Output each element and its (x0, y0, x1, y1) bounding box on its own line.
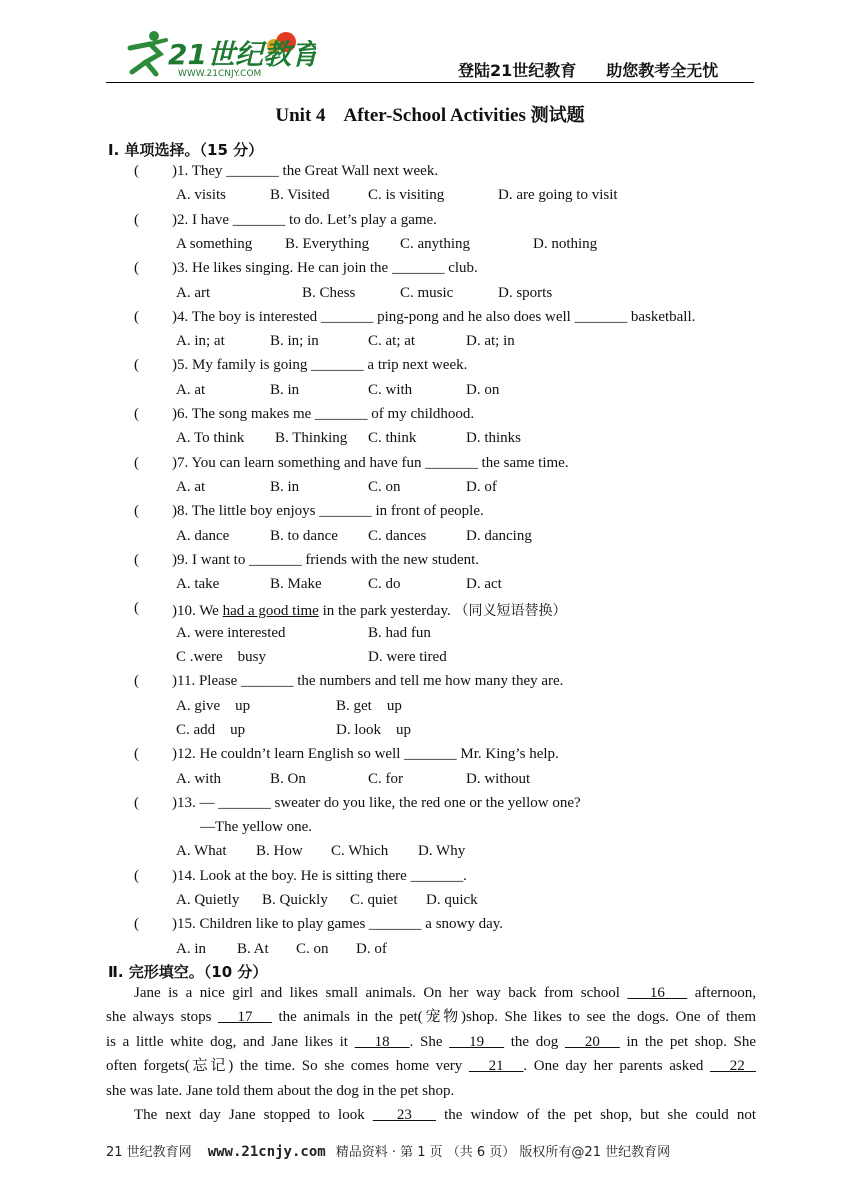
question-15-option-a[interactable]: A. in (176, 940, 206, 957)
paragraph-line: often forgets(忘记) the time. So she comes home very 21 . One day her parents asked 22 (106, 1058, 757, 1075)
slogan-left: 登陆21世纪教育 (458, 61, 577, 80)
question-11-option-c[interactable]: C. add up (176, 721, 246, 738)
question-9-option-d[interactable]: D. act (466, 576, 502, 593)
question-9-option-a[interactable]: A. take (176, 576, 220, 593)
question-13-option-d[interactable]: D. Why (418, 843, 466, 860)
question-text-pre: )10. We (172, 603, 223, 620)
question-3-option-d[interactable]: D. sports (498, 284, 553, 301)
page-footer (106, 1141, 670, 1160)
paragraph-line: Jane is a nice girl and likes small animals. On her way back from school 16 afternoon, (134, 985, 756, 1001)
question-8-answer-blank[interactable]: ( (134, 503, 139, 520)
cloze-blank-20[interactable]: 20 (564, 1033, 620, 1050)
question-1-option-b[interactable]: B. Visited (270, 187, 330, 204)
question-2-option-b[interactable]: B. Everything (285, 235, 370, 252)
question-5-option-d[interactable]: D. on (466, 381, 500, 398)
question-5-option-c[interactable]: C. with (368, 381, 413, 398)
question-12-answer-blank[interactable]: ( (134, 746, 139, 763)
question-7-option-d[interactable]: D. of (466, 478, 497, 495)
question-5-option-a[interactable]: A. at (176, 381, 206, 398)
question-12-option-c[interactable]: C. for (368, 770, 403, 787)
question-2-text: )2. I have _______ to do. Let’s play a game. (172, 211, 437, 228)
section1-heading: Ⅰ. 单项选择。（15 分） (108, 141, 264, 159)
question-13-option-b[interactable]: B. How (256, 843, 303, 860)
page-title (0, 101, 860, 127)
question-4-answer-blank[interactable]: ( (134, 308, 139, 325)
logo-url: WWW.21CNJY.COM (178, 69, 262, 79)
question-15-answer-blank[interactable]: ( (134, 916, 139, 933)
question-8-option-d[interactable]: D. dancing (466, 527, 532, 544)
footer-url[interactable]: www.21cnjy.com (207, 1144, 326, 1160)
paragraph-line: is a little white dog, and Jane likes it 18 . She 19 the dog 20 in the pet shop. She (106, 1033, 757, 1050)
question-9-option-c[interactable]: C. do (368, 576, 401, 593)
question-5-answer-blank[interactable]: ( (134, 357, 139, 374)
underlined-phrase: had a good time (222, 603, 319, 620)
question-2-option-c[interactable]: C. anything (400, 235, 470, 252)
question-4-option-d[interactable]: D. at; in (466, 333, 515, 350)
question-3-answer-blank[interactable]: ( (134, 260, 139, 277)
question-3-option-a[interactable]: A. art (176, 284, 211, 301)
question-15-text: )15. Children like to play games _______ a snowy day. (172, 916, 504, 933)
question-9-text: )9. I want to _______ friends with the new student. (172, 551, 480, 568)
question-13-text: )13. — _______ sweater do you like, the red one or the yellow one? (172, 794, 581, 811)
question-12-text: )12. He couldn’t learn English so well _______ Mr. King’s help. (172, 746, 559, 763)
question-7-option-c[interactable]: C. on (368, 478, 401, 495)
question-11-text: )11. Please _______ the numbers and tell me how many they are. (172, 673, 564, 690)
question-7-option-a[interactable]: A. at (176, 478, 206, 495)
cloze-blank-23[interactable]: 23 (372, 1107, 437, 1123)
question-15-option-d[interactable]: D. of (356, 940, 387, 957)
question-6-option-c[interactable]: C. think (368, 430, 417, 447)
paragraph-line: she always stops 17 the animals in the pet(宠物)shop. She likes to see the dogs. One of them (106, 1009, 757, 1026)
question-7-answer-blank[interactable]: ( (134, 454, 139, 471)
question-text-post: in the park yesterday. (318, 603, 455, 620)
question-1-option-d[interactable]: D. are going to visit (498, 187, 618, 204)
question-9-answer-blank[interactable]: ( (134, 551, 139, 568)
question-12-option-b[interactable]: B. On (270, 770, 306, 787)
site-logo (116, 28, 316, 80)
question-6-answer-blank[interactable]: ( (134, 406, 139, 422)
question-1-text: )1. They _______ the Great Wall next week. (172, 163, 439, 179)
question-14-option-a[interactable]: A. Quietly (176, 892, 240, 908)
question-7-text: )7. You can learn something and have fun _______ the same time. (172, 454, 569, 471)
runner-icon (130, 31, 166, 74)
question-11-option-b[interactable]: B. get up (336, 697, 402, 714)
question-15-option-b[interactable]: B. At (237, 940, 269, 957)
title-en: Unit 4 After-School Activities (275, 105, 531, 126)
question-11-answer-blank[interactable]: ( (134, 673, 139, 690)
cloze-blank-18[interactable]: 18 (354, 1033, 410, 1050)
question-14-option-c[interactable]: C. quiet (350, 892, 398, 908)
question-6-option-b[interactable]: B. Thinking (275, 430, 348, 447)
question-10-option-d[interactable]: D. were tired (368, 649, 447, 665)
question-4-option-b[interactable]: B. in; in (270, 333, 319, 350)
question-10-option-a[interactable]: A. were interested (176, 624, 286, 641)
question-8-text: )8. The little boy enjoys _______ in front of people. (172, 503, 484, 520)
header-slogan (458, 58, 718, 81)
question-6-option-d[interactable]: D. thinks (466, 430, 522, 447)
question-13-reply: —The yellow one. (200, 819, 313, 836)
question-10-option-c[interactable]: C .were busy (176, 649, 266, 665)
question-6-text: )6. The song makes me _______ of my childhood. (172, 406, 475, 422)
question-14-option-b[interactable]: B. Quickly (262, 892, 328, 908)
cloze-blank-16[interactable]: 16 (627, 985, 688, 1001)
logo-text: 21世纪教育 (168, 38, 316, 71)
question-12-option-a[interactable]: A. with (176, 770, 221, 787)
question-2-option-d[interactable]: D. nothing (533, 235, 598, 252)
question-10-text (172, 600, 566, 620)
question-5-option-b[interactable]: B. in (270, 381, 300, 398)
question-1-option-c[interactable]: C. is visiting (368, 187, 445, 204)
slogan-right: 助您教考全无忧 (606, 61, 719, 80)
question-7-option-b[interactable]: B. in (270, 478, 300, 495)
question-4-text: )4. The boy is interested _______ ping-pong and he also does well _______ basketball. (172, 308, 696, 325)
paragraph-line: she was late. Jane told them about the dog in the pet shop. (106, 1082, 455, 1099)
question-10-option-b[interactable]: B. had fun (368, 624, 431, 641)
question-14-text: )14. Look at the boy. He is sitting there _______. (172, 867, 467, 884)
cloze-blank-21[interactable]: 21 (468, 1058, 524, 1075)
question-8-option-b[interactable]: B. to dance (270, 527, 338, 544)
cloze-blank-22[interactable]: 22 (709, 1058, 757, 1075)
question-14-option-d[interactable]: D. quick (426, 892, 478, 908)
section2-heading: Ⅱ. 完形填空。（10 分） (108, 963, 268, 981)
question-9-option-b[interactable]: B. Make (270, 576, 322, 593)
question-2-option-a[interactable]: A something (176, 235, 253, 252)
question-14-answer-blank[interactable]: ( (134, 867, 139, 884)
question-10-answer-blank[interactable]: ( (134, 600, 139, 617)
question-12-option-d[interactable]: D. without (466, 770, 531, 787)
question-4-option-a[interactable]: A. in; at (176, 333, 225, 350)
footer-page-info: 精品资料 · 第 1 页 （共 6 页） 版权所有@21 世纪教育网 (335, 1145, 671, 1160)
footer-site-cn: 21 世纪教育网 (106, 1145, 192, 1160)
question-5-text: )5. My family is going _______ a trip next week. (172, 357, 468, 374)
question-instruction-cn: （同义短语替换） (454, 603, 567, 620)
question-3-option-c[interactable]: C. music (400, 284, 454, 301)
question-4-option-c[interactable]: C. at; at (368, 333, 416, 350)
question-8-option-a[interactable]: A. dance (176, 527, 230, 544)
question-3-text: )3. He likes singing. He can join the _______ club. (172, 260, 478, 277)
question-6-option-a[interactable]: A. To think (176, 430, 245, 447)
paragraph-line: The next day Jane stopped to look 23 the window of the pet shop, but she could not (134, 1107, 757, 1123)
cloze-paragraph-2 (106, 1103, 756, 1127)
cloze-paragraph-1 (106, 981, 756, 1103)
question-13-option-a[interactable]: A. What (176, 843, 227, 860)
cloze-blank-19[interactable]: 19 (449, 1033, 505, 1050)
question-1-answer-blank[interactable]: ( (134, 163, 139, 179)
question-1-option-a[interactable]: A. visits (176, 187, 227, 204)
header-divider (106, 82, 754, 83)
question-13-option-c[interactable]: C. Which (331, 843, 389, 860)
question-2-answer-blank[interactable]: ( (134, 211, 139, 228)
question-11-option-d[interactable]: D. look up (336, 721, 411, 738)
cloze-blank-17[interactable]: 17 (217, 1009, 272, 1026)
question-15-option-c[interactable]: C. on (296, 940, 329, 957)
question-3-option-b[interactable]: B. Chess (302, 284, 356, 301)
question-13-answer-blank[interactable]: ( (134, 794, 139, 811)
title-cn: 测试题 (530, 105, 585, 126)
question-11-option-a[interactable]: A. give up (176, 697, 251, 714)
question-8-option-c[interactable]: C. dances (368, 527, 427, 544)
